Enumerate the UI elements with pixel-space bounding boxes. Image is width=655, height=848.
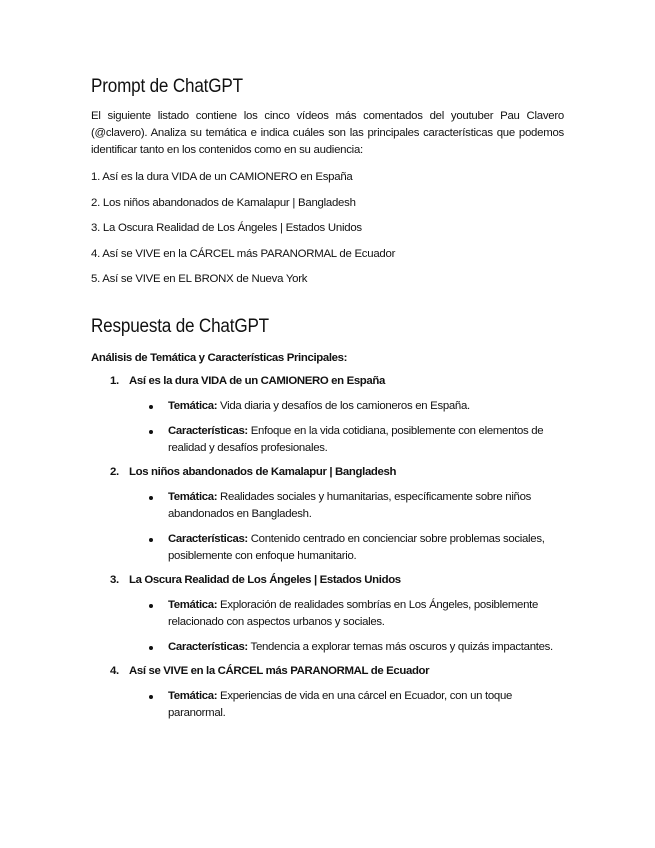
tematica-label: Temática: <box>168 599 218 612</box>
caracteristicas-bullet <box>91 423 564 457</box>
item-number: 2. <box>110 466 119 479</box>
caracteristicas-label: Características: <box>168 533 248 546</box>
caracteristicas-text: Tendencia a explorar temas más oscuros y quizás impactantes. <box>247 641 553 654</box>
video-list-item: 5. Así se VIVE en EL BRONX de Nueva York <box>91 273 308 286</box>
prompt-intro: El siguiente listado contiene los cinco vídeos más comentados del youtuber Pau Clavero (@clavero). Analiza su temática e indica cuáles son las principales características que podemos identificar tanto en los contenidos como en su audiencia: <box>91 110 564 156</box>
bullet-dot-icon <box>149 538 153 542</box>
analysis-item-title <box>91 573 564 587</box>
caracteristicas-bullet <box>91 531 564 565</box>
caracteristicas-bullet <box>91 639 564 656</box>
analysis-item-title <box>91 664 564 678</box>
item-number: 3. <box>110 574 119 587</box>
video-list-item: 3. La Oscura Realidad de Los Ángeles | Estados Unidos <box>91 222 362 235</box>
tematica-bullet <box>91 489 564 523</box>
tematica-bullet <box>91 398 564 415</box>
tematica-label: Temática: <box>168 491 218 504</box>
analysis-item <box>91 664 564 722</box>
tematica-text: Exploración de realidades sombrías en Los Ángeles, posiblemente relacionado con aspectos urbanos y sociales. <box>168 599 539 629</box>
bullet-dot-icon <box>149 646 153 650</box>
analysis-item-title <box>91 465 564 479</box>
document-page <box>91 76 564 730</box>
tematica-bullet <box>91 688 564 722</box>
analysis-list <box>91 374 564 722</box>
tematica-bullet <box>91 597 564 631</box>
prompt-heading: Prompt de ChatGPT <box>91 76 243 97</box>
item-title-text: Así se VIVE en la CÁRCEL más PARANORMAL de Ecuador <box>129 665 430 678</box>
bullet-dot-icon <box>149 695 153 699</box>
response-subtitle: Análisis de Temática y Características Principales: <box>91 352 348 365</box>
caracteristicas-label: Características: <box>168 425 248 438</box>
analysis-item <box>91 374 564 457</box>
tematica-text: Experiencias de vida en una cárcel en Ecuador, con un toque paranormal. <box>168 690 513 720</box>
tematica-text: Realidades sociales y humanitarias, específicamente sobre niños abandonados en Bangladesh. <box>168 491 532 521</box>
bullet-dot-icon <box>149 496 153 500</box>
video-list <box>91 170 564 286</box>
bullet-dot-icon <box>149 430 153 434</box>
video-list-item: 2. Los niños abandonados de Kamalapur | Bangladesh <box>91 196 356 209</box>
analysis-item <box>91 573 564 656</box>
analysis-item-title <box>91 374 564 388</box>
item-title-text: Así es la dura VIDA de un CAMIONERO en España <box>129 375 385 388</box>
tematica-label: Temática: <box>168 400 218 413</box>
tematica-label: Temática: <box>168 690 218 703</box>
video-list-item: 1. Así es la dura VIDA de un CAMIONERO en España <box>91 171 353 183</box>
caracteristicas-text: Enfoque en la vida cotidiana, posiblemente con elementos de realidad y desafíos profesionales. <box>168 425 544 455</box>
response-heading: Respuesta de ChatGPT <box>91 316 269 338</box>
item-bullets <box>91 489 564 565</box>
analysis-item <box>91 465 564 565</box>
item-title-text: La Oscura Realidad de Los Ángeles | Estados Unidos <box>129 574 401 587</box>
item-number: 1. <box>110 375 119 388</box>
bullet-dot-icon <box>149 405 153 409</box>
caracteristicas-label: Características: <box>168 641 248 654</box>
item-bullets <box>91 597 564 656</box>
caracteristicas-text: Contenido centrado en concienciar sobre problemas sociales, posiblemente con enfoque humanitario. <box>168 533 545 563</box>
tematica-text: Vida diaria y desafíos de los camioneros en España. <box>217 400 470 413</box>
video-list-item: 4. Así se VIVE en la CÁRCEL más PARANORMAL de Ecuador <box>91 247 396 260</box>
item-number: 4. <box>110 665 119 678</box>
item-bullets <box>91 398 564 457</box>
item-title-text: Los niños abandonados de Kamalapur | Bangladesh <box>129 466 397 479</box>
bullet-dot-icon <box>149 604 153 608</box>
item-bullets <box>91 688 564 722</box>
